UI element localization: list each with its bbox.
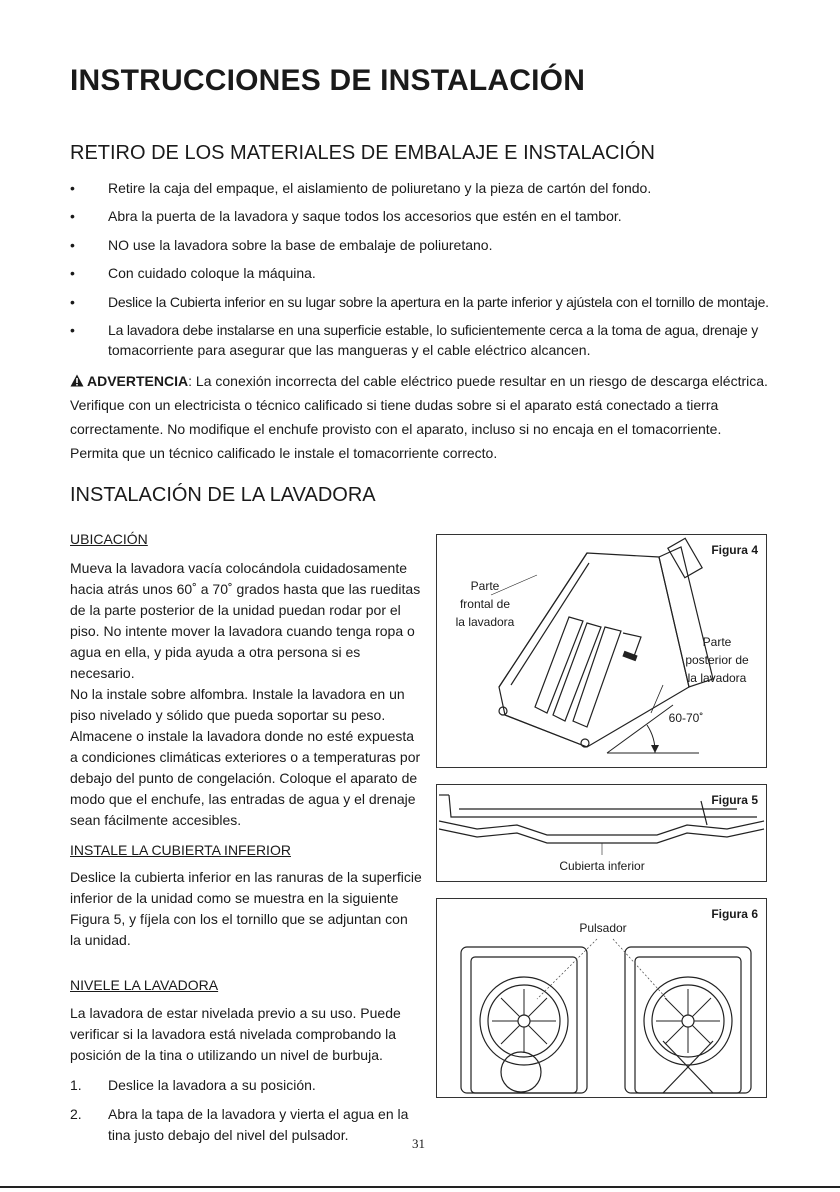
step-text [108,1104,422,1146]
step-number: 1. [70,1077,82,1093]
step-text: Deslice la lavadora a su posición. [108,1077,316,1093]
bullet-dot: • [70,322,75,338]
cover-caption: Cubierta inferior [559,859,645,873]
section-heading-instalacion: INSTALACIÓN DE LA LAVADORA [70,484,376,506]
figure-4 [436,534,767,768]
step-number: 2. [70,1106,82,1122]
figure-label: Figura 5 [711,793,758,807]
text-line: la unidad. [70,932,131,948]
subheading-nivele: NIVELE LA LAVADORA [70,977,219,993]
text-line: piso. No intente mover la lavadora cuando tenga ropa o [70,623,415,639]
text-line: de la parte posterior de la unidad puedan rodar por el [70,602,401,618]
section-heading-retiro: RETIRO DE LOS MATERIALES DE EMBALAJE E INSTALACIÓN [70,142,655,164]
figure-5 [436,784,767,882]
warning-label: ADVERTENCIA [87,373,189,389]
figure-label: Figura 4 [711,543,758,557]
text-line: Figura 5, y fíjela con los el tornillo que se adjuntan con [70,911,408,927]
bullet-text: Con cuidado coloque la máquina. [108,265,316,281]
bullet-text: Abra la puerta de la lavadora y saque todos los accesorios que estén en el tambor. [108,208,622,224]
warning-line: correctamente. No modifique el enchufe provisto con el aparato, incluso si no encaja en el tomacorriente. [70,421,722,437]
warning-line: Permita que un técnico calificado le instale el tomacorriente correcto. [70,445,498,461]
page-title: INSTRUCCIONES DE INSTALACIÓN [70,64,586,97]
caption-line: frontal de [459,597,511,611]
angle-label: 60-70˚ [668,711,704,725]
bottom-rule [0,1186,840,1188]
text-line: agua en ella, y pida ayuda a otra persona si es necesario. [70,644,361,681]
text-line: hacia atrás unos 60˚ a 70˚ grados hasta que las rueditas [70,581,421,597]
warning-line [70,369,790,393]
text-line: Abra la tapa de la lavadora y vierta el agua en la [108,1106,409,1122]
paragraph-nivele [70,1003,422,1066]
text-line: tina justo debajo del nivel del pulsador. [108,1127,349,1143]
front-label [449,577,521,631]
text-line: Mueva la lavadora vacía colocándola cuidadosamente [70,560,407,576]
paragraph-cubierta [70,867,422,951]
text-line: La lavadora de estar nivelada previo a su uso. Puede [70,1005,401,1021]
bullet-text: Deslice la Cubierta inferior en su lugar sobre la apertura en la parte inferior y ajústela con el tornillo de montaje. [108,294,769,310]
bullet-text: tomacorriente para asegurar que las mangueras y el cable eléctrico alcancen. [108,342,591,358]
text-line: inferior de la unidad como se muestra en la siguiente [70,890,399,906]
warning-icon [70,374,84,387]
text-line: posición de la tina o utilizando un nivel de burbuja. [70,1047,383,1063]
bullet-dot: • [70,208,75,224]
bullet-text: La lavadora debe instalarse en una superficie estable, lo suficientemente cerca a la toma de agua, drenaje y [108,322,759,338]
figure-label: Figura 6 [711,907,758,921]
text-line: piso nivelado y sólido que pueda soportar su peso. [70,707,386,723]
subheading-ubicacion: UBICACIÓN [70,531,148,547]
text-line: Almacene o instale la lavadora donde no esté expuesta [70,728,415,744]
paragraph-ubicacion [70,558,422,831]
caption-line: Parte [702,635,732,649]
back-label [675,633,759,687]
text-line: a condiciones climáticas exteriores o a temperaturas por [70,749,421,765]
warning-block [70,369,790,465]
bullet-dot: • [70,265,75,281]
pulsator-caption: Pulsador [579,921,627,935]
bullet-dot: • [70,237,75,253]
bullet-dot: • [70,294,75,310]
warning-line: Verifique con un electricista o técnico calificado si tiene dudas sobre si el aparato está conectado a tierra [70,397,719,413]
bullet-text: NO use la lavadora sobre la base de embalaje de poliuretano. [108,237,493,253]
figure-6 [436,898,767,1098]
subheading-cubierta: INSTALE LA CUBIERTA INFERIOR [70,842,291,858]
text-line: debajo del punto de congelación. Coloque el aparato de [70,770,418,786]
bullet-dot: • [70,180,75,196]
text-line: sean fácilmente accesibles. [70,812,242,828]
text-line: No la instale sobre alfombra. Instale la lavadora en un [70,686,405,702]
text-line: verificar si la lavadora está nivelada comprobando la [70,1026,397,1042]
bullet-text: Retire la caja del empaque, el aislamiento de poliuretano y la pieza de cartón del fondo. [108,180,652,196]
text-line: modo que el enchufe, las entradas de agua y el drenaje [70,791,416,807]
text-line: Deslice la cubierta inferior en las ranuras de la superficie [70,869,422,885]
caption-line: la lavadora [455,615,515,629]
caption-line: posterior de [685,653,749,667]
caption-line: la lavadora [687,671,747,685]
warning-text: : La conexión incorrecta del cable eléctrico puede resultar en un riesgo de descarga eléctrica. [188,373,768,389]
page-number: 31 [412,1136,425,1151]
caption-line: Parte [470,579,500,593]
